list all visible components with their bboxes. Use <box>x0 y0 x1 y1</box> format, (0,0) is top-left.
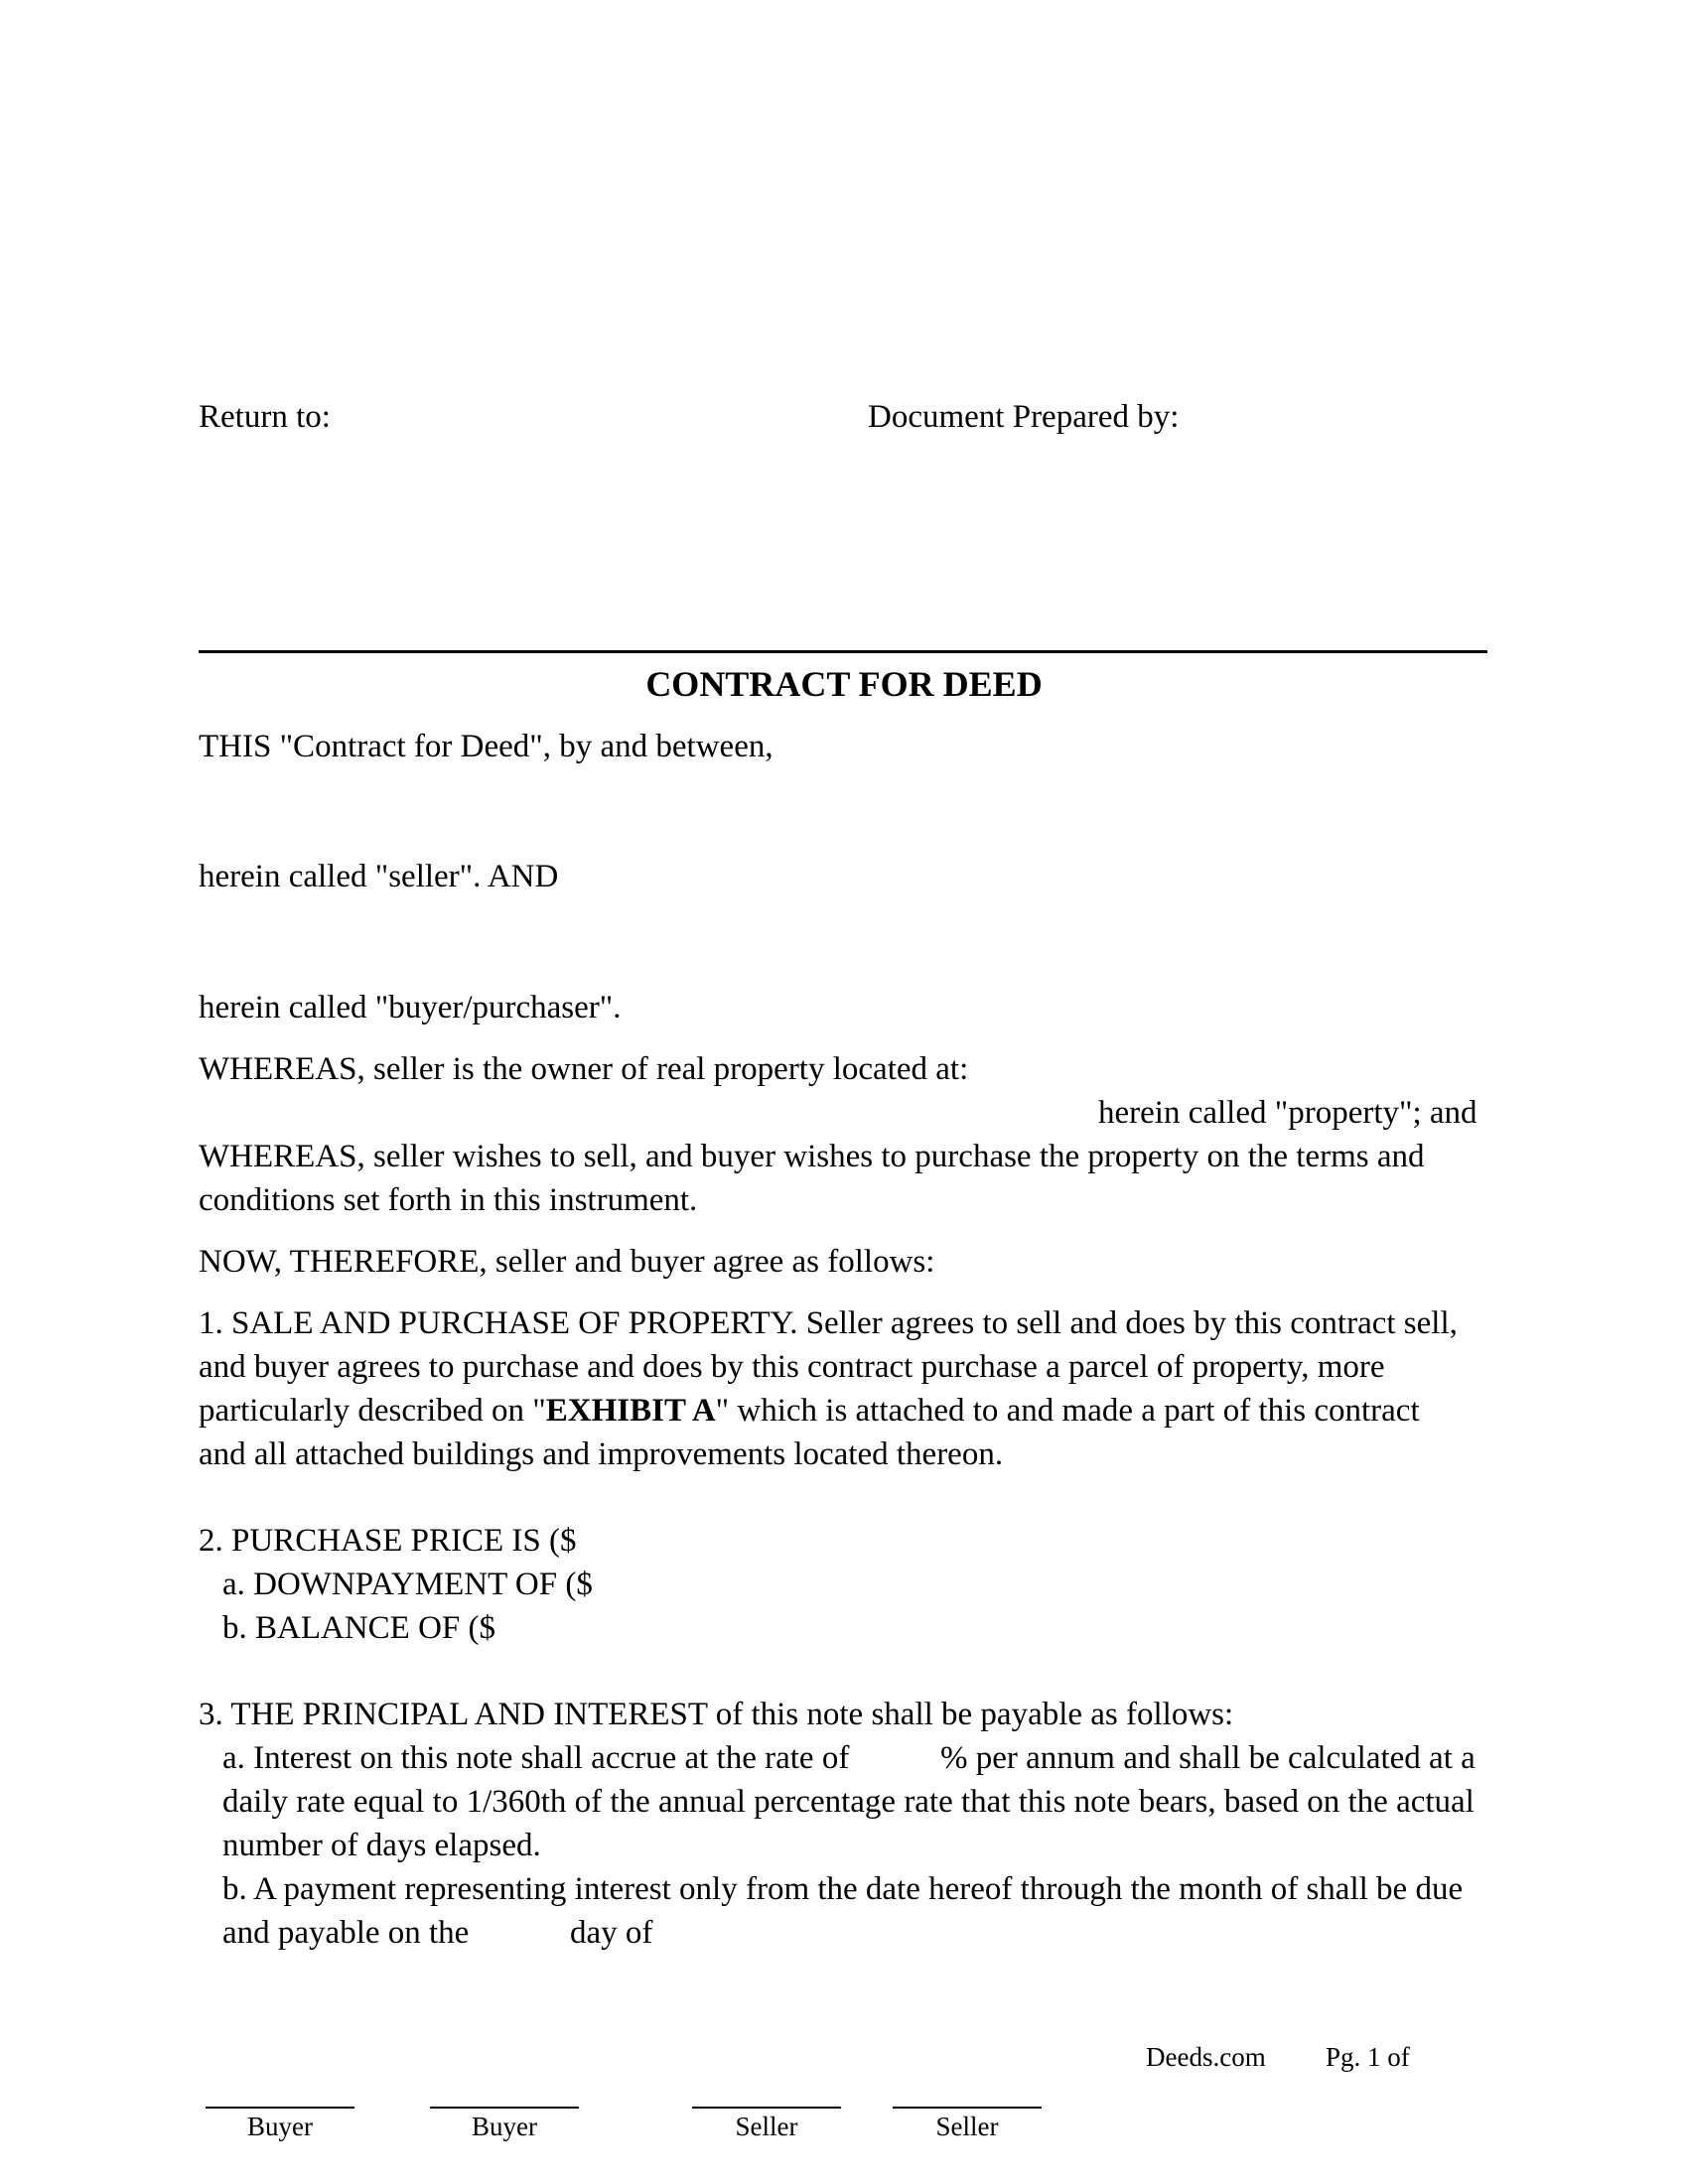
whereas-sale-line1: WHEREAS, seller wishes to sell, and buyer wishes to purchase the property on the terms and <box>199 1139 1425 1174</box>
intro-buyer: herein called "buyer/purchaser". <box>199 990 622 1025</box>
section1-line1: 1. SALE AND PURCHASE OF PROPERTY. Seller agrees to sell and does by this contract sell, <box>199 1305 1458 1341</box>
whereas-owner: WHEREAS, seller is the owner of real property located at: <box>199 1051 969 1087</box>
whereas-sale-line2: conditions set forth in this instrument. <box>199 1182 698 1218</box>
section1-line4: and all attached buildings and improvements located thereon. <box>199 1436 1004 1472</box>
section3a-line1-start: a. Interest on this note shall accrue at the rate of <box>222 1740 850 1776</box>
intro-seller: herein called "seller". AND <box>199 859 559 894</box>
footer-site: Deeds.com <box>1146 2042 1266 2072</box>
section3b-line1: b. A payment representing interest only from the date hereof through the month of shall be due <box>222 1871 1464 1907</box>
now-therefore: NOW, THEREFORE, seller and buyer agree as follows: <box>199 1244 935 1280</box>
section3a-line3: number of days elapsed. <box>222 1828 541 1863</box>
downpayment: a. DOWNPAYMENT OF ($ <box>222 1567 593 1602</box>
section3-heading: 3. THE PRINCIPAL AND INTEREST of this note shall be payable as follows: <box>199 1697 1234 1732</box>
section3a-line1-end: % per annum and shall be calculated at a <box>940 1740 1476 1776</box>
section3b-line2-start: and payable on the <box>222 1915 470 1951</box>
property-clause: herein called "property"; and <box>1098 1095 1477 1131</box>
exhibit-a-reference: EXHIBIT A <box>545 1393 716 1429</box>
signature-label-buyer-1: Buyer <box>247 2112 313 2141</box>
purchase-price: 2. PURCHASE PRICE IS ($ <box>199 1523 577 1559</box>
page-number: Pg. 1 of <box>1326 2042 1410 2072</box>
section3b-line2-end: day of <box>570 1915 653 1951</box>
prepared-by-label: Document Prepared by: <box>868 399 1180 435</box>
signature-label-seller-2: Seller <box>935 2112 999 2141</box>
section1-line3-end: " which is attached to and made a part of this contract <box>715 1393 1420 1429</box>
intro-parties: THIS "Contract for Deed", by and between, <box>199 729 774 764</box>
section3a-line2: daily rate equal to 1/360th of the annual percentage rate that this note bears, based on the actual <box>222 1784 1475 1820</box>
document-title: CONTRACT FOR DEED <box>645 664 1043 704</box>
return-to-label: Return to: <box>199 399 331 435</box>
signature-label-buyer-2: Buyer <box>472 2112 537 2141</box>
signature-label-seller-1: Seller <box>735 2112 798 2141</box>
balance: b. BALANCE OF ($ <box>222 1610 496 1646</box>
section1-line3-start: particularly described on " <box>199 1393 546 1429</box>
section1-line2: and buyer agrees to purchase and does by this contract purchase a parcel of property, more <box>199 1349 1385 1385</box>
section1-line3 <box>199 1389 1420 1433</box>
header-divider <box>199 650 1487 653</box>
